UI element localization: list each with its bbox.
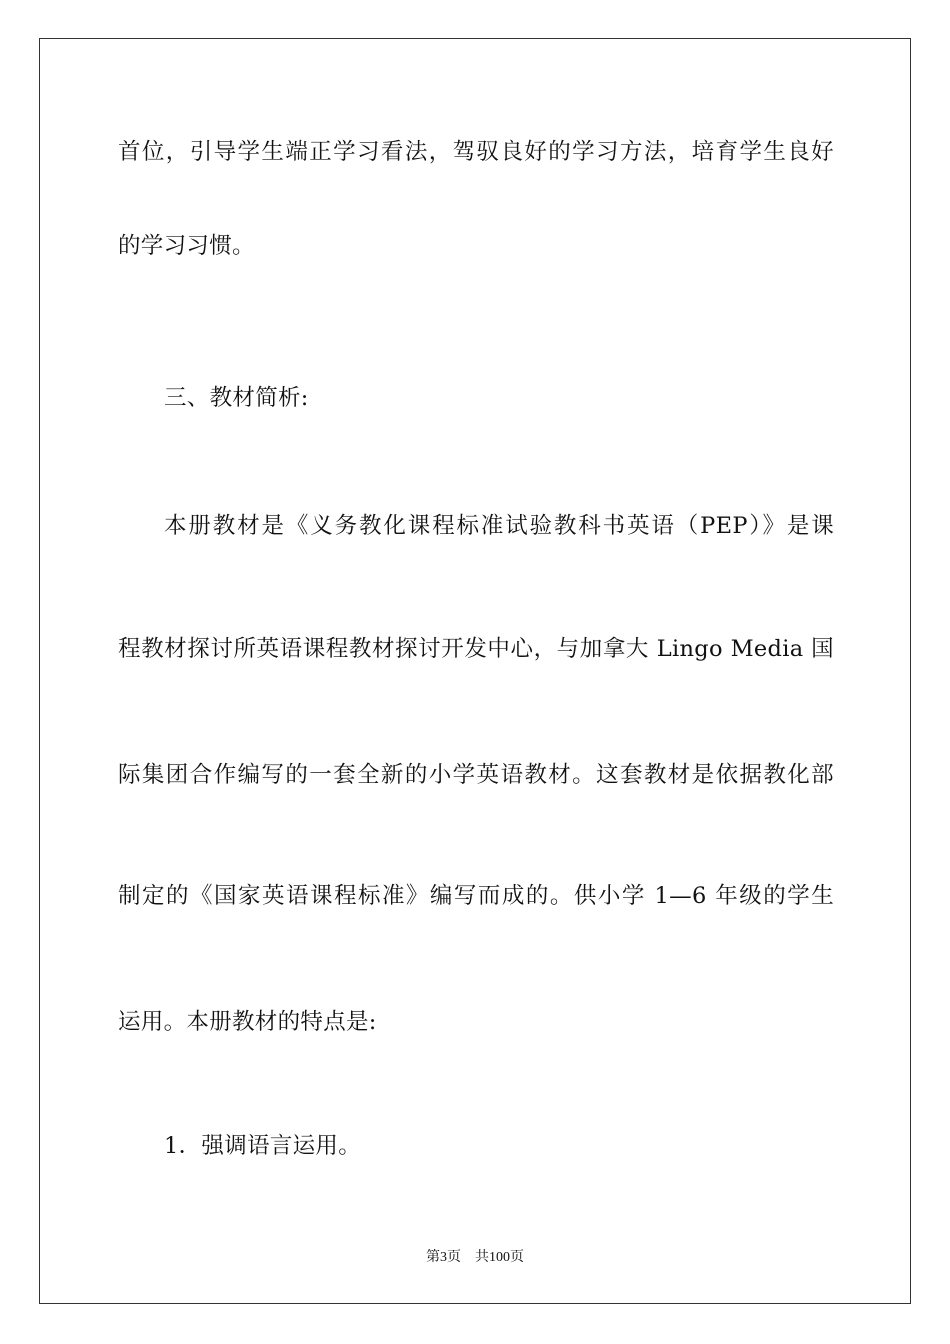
body-line-7: 制定的《国家英语课程标准》编写而成的。供小学 1—6 年级的学生 — [118, 883, 834, 909]
page-number: 第3页 — [426, 1250, 461, 1265]
body-line-4: 本册教材是《义务教化课程标准试验教科书英语（PEP）》是课 — [164, 513, 834, 539]
body-line-1: 首位，引导学生端正学习看法，驾驭良好的学习方法，培育学生良好 — [118, 139, 834, 165]
body-line-5: 程教材探讨所英语课程教材探讨开发中心，与加拿大 Lingo Media 国 — [118, 636, 834, 662]
page-border — [39, 38, 911, 1304]
body-line-8: 运用。本册教材的特点是: — [118, 1009, 377, 1035]
body-line-2: 的学习习惯。 — [118, 233, 255, 259]
page-footer — [0, 1249, 950, 1267]
list-item-1: 1．强调语言运用。 — [164, 1133, 362, 1159]
page-total: 共100页 — [475, 1250, 524, 1265]
section-heading: 三、教材简析: — [164, 385, 309, 411]
body-line-6: 际集团合作编写的一套全新的小学英语教材。这套教材是依据教化部 — [118, 762, 834, 788]
